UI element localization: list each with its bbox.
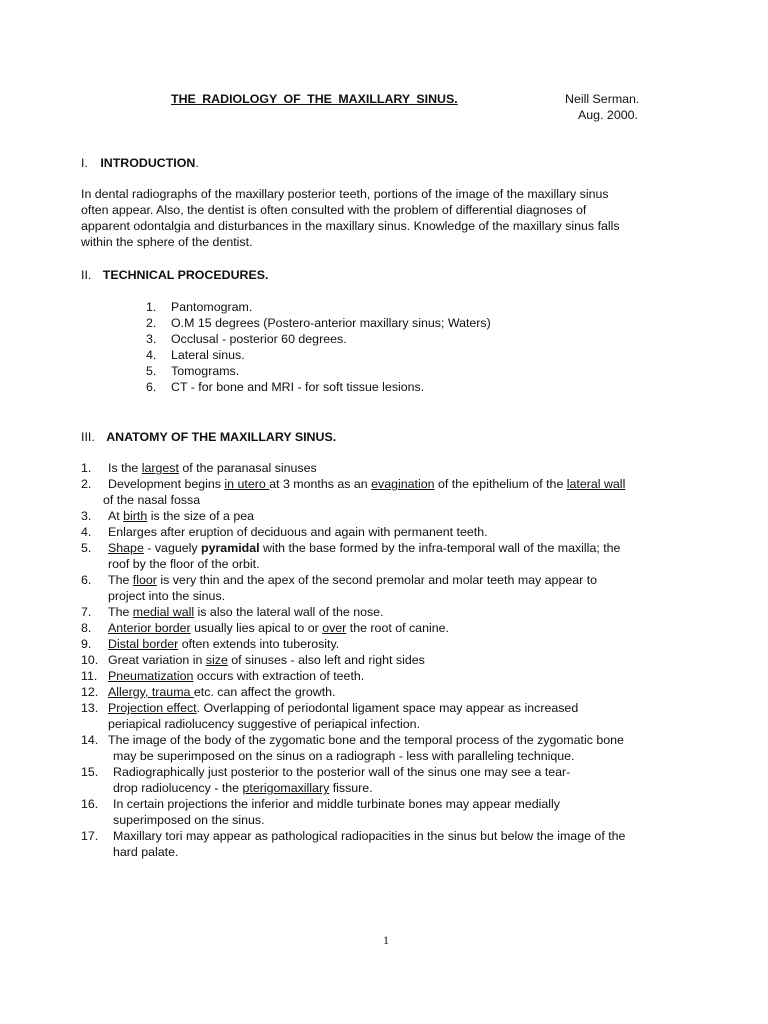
section-title: TECHNICAL PROCEDURES. <box>102 268 269 282</box>
list-text <box>108 652 425 668</box>
text-run: drop radiolucency - the <box>113 781 243 795</box>
list-number: 5. <box>146 364 157 378</box>
list-text: Maxillary tori may appear as pathological radiopacities in the sinus but below the image of the <box>113 829 626 843</box>
text-run: Development begins <box>108 477 225 491</box>
list-item-continuation <box>81 748 721 764</box>
paragraph-line: within the sphere of the dentist. <box>81 235 253 249</box>
list-text <box>108 540 620 556</box>
list-number: 3. <box>81 509 92 523</box>
list-number: 2. <box>146 316 157 330</box>
list-text: periapical radiolucency suggestive of periapical infection. <box>108 717 421 731</box>
bold-term: pyramidal <box>201 541 260 555</box>
text-run: of the epithelium of the <box>434 477 567 491</box>
list-text: of the nasal fossa <box>103 493 201 507</box>
list-item <box>81 476 721 492</box>
list-text: superimposed on the sinus. <box>113 813 265 827</box>
section-numeral: III. <box>81 430 95 444</box>
list-item <box>81 524 721 540</box>
underlined-term: medial wall <box>132 605 195 619</box>
list-item <box>81 572 721 588</box>
list-item <box>81 700 721 716</box>
intro-paragraph <box>81 186 701 250</box>
author-name: Neill Serman. <box>565 92 640 106</box>
list-item <box>81 508 721 524</box>
list-item <box>81 636 721 652</box>
list-number: 9. <box>81 637 92 651</box>
text-run: is the size of a pea <box>147 509 255 523</box>
list-number: 16. <box>81 797 99 811</box>
list-text <box>108 572 597 588</box>
list-text: Tomograms. <box>171 364 240 378</box>
list-number: 4. <box>81 525 92 539</box>
list-item-continuation <box>81 812 721 828</box>
list-text <box>108 460 317 476</box>
underlined-term: evagination <box>371 477 435 491</box>
list-text <box>108 604 384 620</box>
underlined-term: Distal border <box>108 637 179 651</box>
list-item-continuation <box>81 492 721 508</box>
list-item-continuation <box>81 780 721 796</box>
list-text <box>113 780 373 796</box>
list-text <box>108 668 364 684</box>
text-run: with the base formed by the infra-temporal wall of the maxilla; the <box>259 541 621 555</box>
list-number: 6. <box>146 380 157 394</box>
underlined-term: floor <box>132 573 157 587</box>
list-number: 7. <box>81 605 92 619</box>
list-item <box>81 764 721 780</box>
list-item <box>81 732 721 748</box>
list-number: 12. <box>81 685 99 699</box>
list-number: 3. <box>146 332 157 346</box>
list-item <box>81 460 721 476</box>
list-number: 13. <box>81 701 99 715</box>
text-run: occurs with extraction of teeth. <box>193 669 365 683</box>
paragraph-line: In dental radiographs of the maxillary posterior teeth, portions of the image of the maxillary sinus <box>81 187 609 201</box>
underlined-term: Allergy, trauma <box>108 685 194 699</box>
list-number: 14. <box>81 733 99 747</box>
list-text: roof by the floor of the orbit. <box>108 557 260 571</box>
list-number: 1. <box>146 300 157 314</box>
underlined-term: over <box>322 621 347 635</box>
text-run: The <box>108 605 133 619</box>
list-item-continuation <box>81 588 721 604</box>
paragraph-line: often appear. Also, the dentist is often consulted with the problem of differential diagnoses of <box>81 203 587 217</box>
text-run: usually lies apical to or <box>190 621 323 635</box>
list-text: Enlarges after eruption of deciduous and again with permanent teeth. <box>108 525 488 539</box>
text-run: fissure. <box>329 781 373 795</box>
list-text: Lateral sinus. <box>171 348 245 362</box>
list-item-continuation <box>81 556 721 572</box>
underlined-term: Shape <box>108 541 144 555</box>
paragraph-line: apparent odontalgia and disturbances in the maxillary sinus. Knowledge of the maxillary sinus falls <box>81 219 620 233</box>
anatomy-list <box>81 460 721 860</box>
list-item <box>81 828 721 844</box>
list-item <box>81 620 721 636</box>
section-heading-anatomy <box>81 429 336 445</box>
list-text: Occlusal - posterior 60 degrees. <box>171 332 347 346</box>
list-text: Pantomogram. <box>171 300 253 314</box>
section-numeral: II. <box>81 268 92 282</box>
underlined-term: size <box>205 653 228 667</box>
text-run: of the paranasal sinuses <box>178 461 317 475</box>
underlined-term: lateral wall <box>566 477 626 491</box>
list-text: hard palate. <box>113 845 179 859</box>
list-text: The image of the body of the zygomatic bone and the temporal process of the zygomatic bone <box>108 733 624 747</box>
list-item-continuation <box>81 844 721 860</box>
text-run: . Overlapping of periodontal ligament space may appear as increased <box>196 701 579 715</box>
text-run: etc. can affect the growth. <box>193 685 336 699</box>
text-run: - vaguely <box>143 541 202 555</box>
text-run: Great variation in <box>108 653 206 667</box>
list-number: 17. <box>81 829 99 843</box>
list-text: O.M 15 degrees (Postero-anterior maxillary sinus; Waters) <box>171 316 491 330</box>
list-number: 10. <box>81 653 99 667</box>
list-text <box>108 620 449 636</box>
text-run: The <box>108 573 133 587</box>
underlined-term: birth <box>123 509 148 523</box>
list-item <box>81 540 721 556</box>
list-text <box>108 636 339 652</box>
underlined-term: in utero <box>224 477 270 491</box>
list-number: 5. <box>81 541 92 555</box>
list-number: 4. <box>146 348 157 362</box>
list-number: 11. <box>81 669 98 683</box>
section-title-suffix: . <box>195 156 199 170</box>
list-text <box>108 508 254 524</box>
text-run: at 3 months as an <box>269 477 372 491</box>
section-heading-introduction <box>81 155 199 171</box>
list-item <box>81 684 721 700</box>
list-number: 2. <box>81 477 92 491</box>
list-text <box>108 476 625 492</box>
underlined-term: largest <box>141 461 179 475</box>
list-text: may be superimposed on the sinus on a radiograph - less with paralleling technique. <box>113 749 575 763</box>
text-run: Is the <box>108 461 142 475</box>
document-date: Aug. 2000. <box>578 108 638 122</box>
text-run: the root of canine. <box>346 621 449 635</box>
list-item-continuation <box>81 716 721 732</box>
document-title: THE RADIOLOGY OF THE MAXILLARY SINUS. <box>171 92 458 106</box>
text-run: of sinuses - also left and right sides <box>227 653 425 667</box>
underlined-term: pterigomaxillary <box>242 781 330 795</box>
list-text: CT - for bone and MRI - for soft tissue lesions. <box>171 380 425 394</box>
underlined-term: Projection effect <box>108 701 197 715</box>
list-number: 1. <box>81 461 92 475</box>
list-text: In certain projections the inferior and middle turbinate bones may appear medially <box>113 797 561 811</box>
list-item <box>81 652 721 668</box>
list-number: 8. <box>81 621 92 635</box>
list-number: 6. <box>81 573 92 587</box>
text-run: often extends into tuberosity. <box>178 637 340 651</box>
list-item <box>81 668 721 684</box>
section-numeral: I. <box>81 156 88 170</box>
list-text: Radiographically just posterior to the posterior wall of the sinus one may see a tear- <box>113 765 571 779</box>
section-heading-technical-procedures <box>81 267 268 283</box>
list-number: 15. <box>81 765 99 779</box>
list-text: project into the sinus. <box>108 589 226 603</box>
list-text <box>108 684 336 700</box>
text-run: is very thin and the apex of the second premolar and molar teeth may appear to <box>156 573 598 587</box>
text-run: At <box>108 509 124 523</box>
list-item <box>81 604 721 620</box>
underlined-term: Anterior border <box>108 621 191 635</box>
section-title: ANATOMY OF THE MAXILLARY SINUS. <box>106 430 337 444</box>
text-run: is also the lateral wall of the nose. <box>194 605 384 619</box>
page-number: 1 <box>383 933 389 947</box>
underlined-term: Pneumatization <box>108 669 194 683</box>
section-title: INTRODUCTION <box>100 156 196 170</box>
list-text <box>108 700 578 716</box>
list-item <box>81 796 721 812</box>
